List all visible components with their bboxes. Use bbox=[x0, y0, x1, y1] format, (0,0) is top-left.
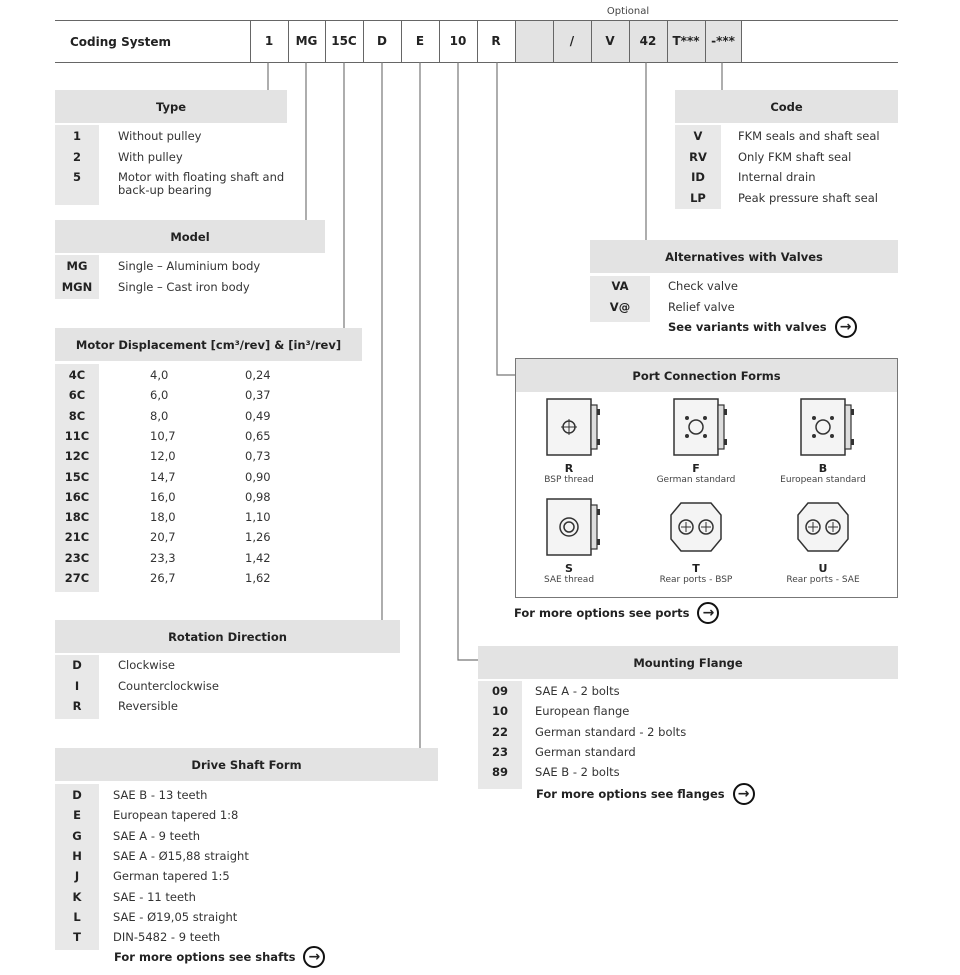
displacement-code: 4C bbox=[68, 368, 86, 382]
shaft-section-title: Drive Shaft Form bbox=[55, 748, 438, 781]
flange-row-key: 23 bbox=[491, 744, 508, 759]
shaft-row-key: T bbox=[73, 930, 81, 945]
displacement-in3: 1,62 bbox=[245, 571, 271, 585]
shaft-row-key: E bbox=[73, 808, 81, 823]
displacement-cm3: 6,0 bbox=[150, 388, 169, 403]
displacement-code: 6C bbox=[68, 388, 86, 403]
displacement-in3: 1,10 bbox=[245, 510, 271, 525]
flange-row-key: 89 bbox=[491, 765, 508, 780]
port-description: German standard bbox=[656, 475, 736, 485]
coding-segment: R bbox=[491, 34, 501, 48]
displacement-in3: 1,26 bbox=[245, 530, 271, 545]
rotation-row-value: Clockwise bbox=[118, 658, 175, 672]
code-row-key: V bbox=[693, 129, 703, 143]
model-row-key: MGN bbox=[61, 279, 93, 294]
shafts-link-label[interactable]: For more options see shafts bbox=[114, 950, 296, 964]
coding-segment: E bbox=[415, 34, 425, 48]
code-row-key: ID bbox=[691, 170, 705, 184]
type-row-value: With pulley bbox=[118, 149, 183, 164]
displacement-cm3: 23,3 bbox=[150, 550, 176, 565]
port-form-item bbox=[641, 395, 751, 485]
type-row-value: Motor with floating shaft and bbox=[118, 170, 285, 184]
type-row-key: 2 bbox=[72, 149, 81, 164]
valves-section-title: Alternatives with Valves bbox=[590, 240, 898, 273]
flange-section-title: Mounting Flange bbox=[478, 646, 898, 679]
code-row-value: Only FKM shaft seal bbox=[738, 149, 852, 164]
displacement-code: 16C bbox=[64, 489, 90, 504]
ports-link[interactable] bbox=[514, 602, 719, 624]
arrow-right-circle-icon[interactable]: → bbox=[733, 783, 755, 805]
flange-row-key: 09 bbox=[491, 684, 508, 698]
rotation-row-key: I bbox=[74, 678, 80, 693]
coding-segment: 15C bbox=[331, 34, 357, 48]
displacement-in3: 0,65 bbox=[245, 428, 271, 443]
code-row-value: Peak pressure shaft seal bbox=[738, 190, 878, 205]
flange-row-value: German standard bbox=[535, 744, 636, 759]
flanges-link[interactable] bbox=[536, 783, 755, 805]
shaft-row-value: SAE A - 9 teeth bbox=[113, 828, 201, 843]
displacement-code: 15C bbox=[64, 469, 90, 484]
displacement-cm3: 26,7 bbox=[150, 571, 176, 585]
model-section-title: Model bbox=[55, 220, 325, 253]
port-r-diagram bbox=[514, 395, 624, 459]
shaft-row-value: SAE - Ø19,05 straight bbox=[113, 909, 238, 924]
displacement-cm3: 12,0 bbox=[150, 449, 176, 464]
shaft-row-value: SAE A - Ø15,88 straight bbox=[113, 848, 249, 863]
coding-segment: T*** bbox=[672, 34, 700, 48]
displacement-cm3: 20,7 bbox=[150, 530, 176, 545]
displacement-in3: 1,42 bbox=[245, 550, 271, 565]
coding-segment: 42 bbox=[639, 34, 657, 48]
displacement-in3: 0,98 bbox=[245, 489, 271, 504]
port-description: European standard bbox=[780, 475, 866, 485]
shaft-row-key: H bbox=[72, 848, 82, 863]
flange-row-key: 22 bbox=[491, 724, 508, 739]
ports-link-label[interactable]: For more options see ports bbox=[514, 606, 690, 620]
port-s-diagram bbox=[514, 495, 624, 559]
port-code: B bbox=[818, 462, 828, 475]
shaft-row-key: G bbox=[72, 828, 82, 843]
rotation-section-title: Rotation Direction bbox=[55, 620, 400, 653]
coding-system-label: Coding System bbox=[70, 35, 172, 49]
displacement-code: 27C bbox=[64, 571, 90, 585]
type-row-key: 1 bbox=[72, 129, 81, 143]
displacement-cm3: 18,0 bbox=[150, 510, 176, 525]
port-form-item bbox=[641, 495, 751, 585]
displacement-cm3: 10,7 bbox=[150, 428, 176, 443]
port-f-diagram bbox=[641, 395, 751, 459]
port-description: Rear ports - BSP bbox=[659, 575, 733, 585]
port-code: T bbox=[692, 562, 700, 575]
displacement-code: 12C bbox=[64, 449, 90, 464]
flange-row-value: German standard - 2 bolts bbox=[535, 724, 687, 739]
rotation-row-value: Reversible bbox=[118, 699, 178, 713]
port-code: S bbox=[565, 562, 573, 575]
port-form-item bbox=[514, 395, 624, 485]
flange-row-value: SAE A - 2 bolts bbox=[535, 684, 620, 698]
coding-segment: MG bbox=[295, 34, 318, 48]
port-form-item bbox=[514, 495, 624, 585]
port-t-diagram bbox=[641, 495, 751, 559]
type-row-key: 5 bbox=[72, 170, 81, 184]
displacement-in3: 0,73 bbox=[245, 449, 271, 464]
displacement-code: 18C bbox=[64, 510, 90, 525]
flanges-link-label[interactable]: For more options see flanges bbox=[536, 787, 725, 801]
shaft-row-value: European tapered 1:8 bbox=[113, 808, 239, 823]
code-row-key: RV bbox=[689, 149, 707, 164]
shaft-row-value: SAE B - 13 teeth bbox=[113, 788, 208, 802]
port-code: R bbox=[564, 462, 574, 475]
port-description: SAE thread bbox=[543, 575, 595, 585]
shafts-link[interactable] bbox=[114, 946, 325, 968]
displacement-code: 11C bbox=[64, 428, 90, 443]
displacement-cm3: 16,0 bbox=[150, 489, 176, 504]
valve-row-value: Check valve bbox=[668, 279, 738, 293]
port-form-item bbox=[768, 395, 878, 485]
arrow-right-circle-icon[interactable]: → bbox=[303, 946, 325, 968]
shaft-row-key: K bbox=[72, 889, 82, 904]
type-row-value-cont: back-up bearing bbox=[118, 183, 212, 197]
port-description: Rear ports - SAE bbox=[786, 575, 860, 585]
displacement-code: 23C bbox=[64, 550, 90, 565]
arrow-right-circle-icon[interactable]: → bbox=[697, 602, 719, 624]
flange-row-value: SAE B - 2 bolts bbox=[535, 765, 620, 780]
rotation-row-key: R bbox=[72, 699, 82, 713]
displacement-in3: 0,37 bbox=[245, 388, 271, 403]
coding-segment: 10 bbox=[449, 34, 467, 48]
ports-section-title: Port Connection Forms bbox=[516, 359, 897, 392]
coding-segment: 1 bbox=[264, 34, 274, 48]
rotation-row-value: Counterclockwise bbox=[118, 678, 219, 693]
displacement-section-title: Motor Displacement [cm³/rev] & [in³/rev] bbox=[55, 328, 362, 361]
shaft-row-value: German tapered 1:5 bbox=[113, 869, 230, 884]
rotation-row-key: D bbox=[72, 658, 82, 672]
port-description: BSP thread bbox=[544, 475, 594, 485]
port-b-diagram bbox=[768, 395, 878, 459]
displacement-cm3: 14,7 bbox=[150, 469, 176, 484]
valve-row-key: V@ bbox=[609, 299, 631, 314]
port-u-diagram bbox=[768, 495, 878, 559]
model-row-value: Single – Aluminium body bbox=[118, 259, 261, 273]
displacement-in3: 0,49 bbox=[245, 408, 271, 423]
coding-segment: V bbox=[605, 34, 615, 48]
model-row-value: Single – Cast iron body bbox=[118, 279, 250, 294]
shaft-row-value: DIN-5482 - 9 teeth bbox=[113, 930, 221, 945]
type-section-title: Type bbox=[55, 90, 287, 123]
coding-segment: / bbox=[569, 34, 575, 48]
shaft-row-key: D bbox=[72, 788, 82, 802]
arrow-right-circle-icon[interactable]: → bbox=[835, 316, 857, 338]
flange-row-key: 10 bbox=[491, 704, 508, 719]
displacement-in3: 0,24 bbox=[245, 368, 271, 382]
code-row-value: FKM seals and shaft seal bbox=[738, 129, 880, 143]
valves-link-label[interactable]: See variants with valves bbox=[668, 320, 827, 334]
displacement-code: 21C bbox=[64, 530, 90, 545]
coding-segment: -*** bbox=[711, 34, 735, 48]
displacement-in3: 0,90 bbox=[245, 469, 271, 484]
valve-row-key: VA bbox=[611, 279, 629, 293]
port-code: F bbox=[692, 462, 700, 475]
model-row-key: MG bbox=[66, 259, 88, 273]
port-form-item bbox=[768, 495, 878, 585]
code-section-title: Code bbox=[675, 90, 898, 123]
displacement-code: 8C bbox=[68, 408, 86, 423]
displacement-cm3: 4,0 bbox=[150, 368, 169, 382]
code-row-key: LP bbox=[690, 190, 706, 205]
shaft-row-key: L bbox=[73, 909, 81, 924]
port-code: U bbox=[818, 562, 828, 575]
valve-row-value: Relief valve bbox=[668, 299, 735, 314]
valves-link[interactable] bbox=[668, 316, 857, 338]
shaft-row-key: J bbox=[74, 869, 80, 884]
displacement-cm3: 8,0 bbox=[150, 408, 169, 423]
coding-segment: D bbox=[377, 34, 387, 48]
flange-row-value: European flange bbox=[535, 704, 630, 719]
optional-label: Optional bbox=[606, 6, 650, 17]
code-row-value: Internal drain bbox=[738, 170, 816, 184]
type-row-value: Without pulley bbox=[118, 129, 202, 143]
shaft-row-value: SAE - 11 teeth bbox=[113, 889, 196, 904]
